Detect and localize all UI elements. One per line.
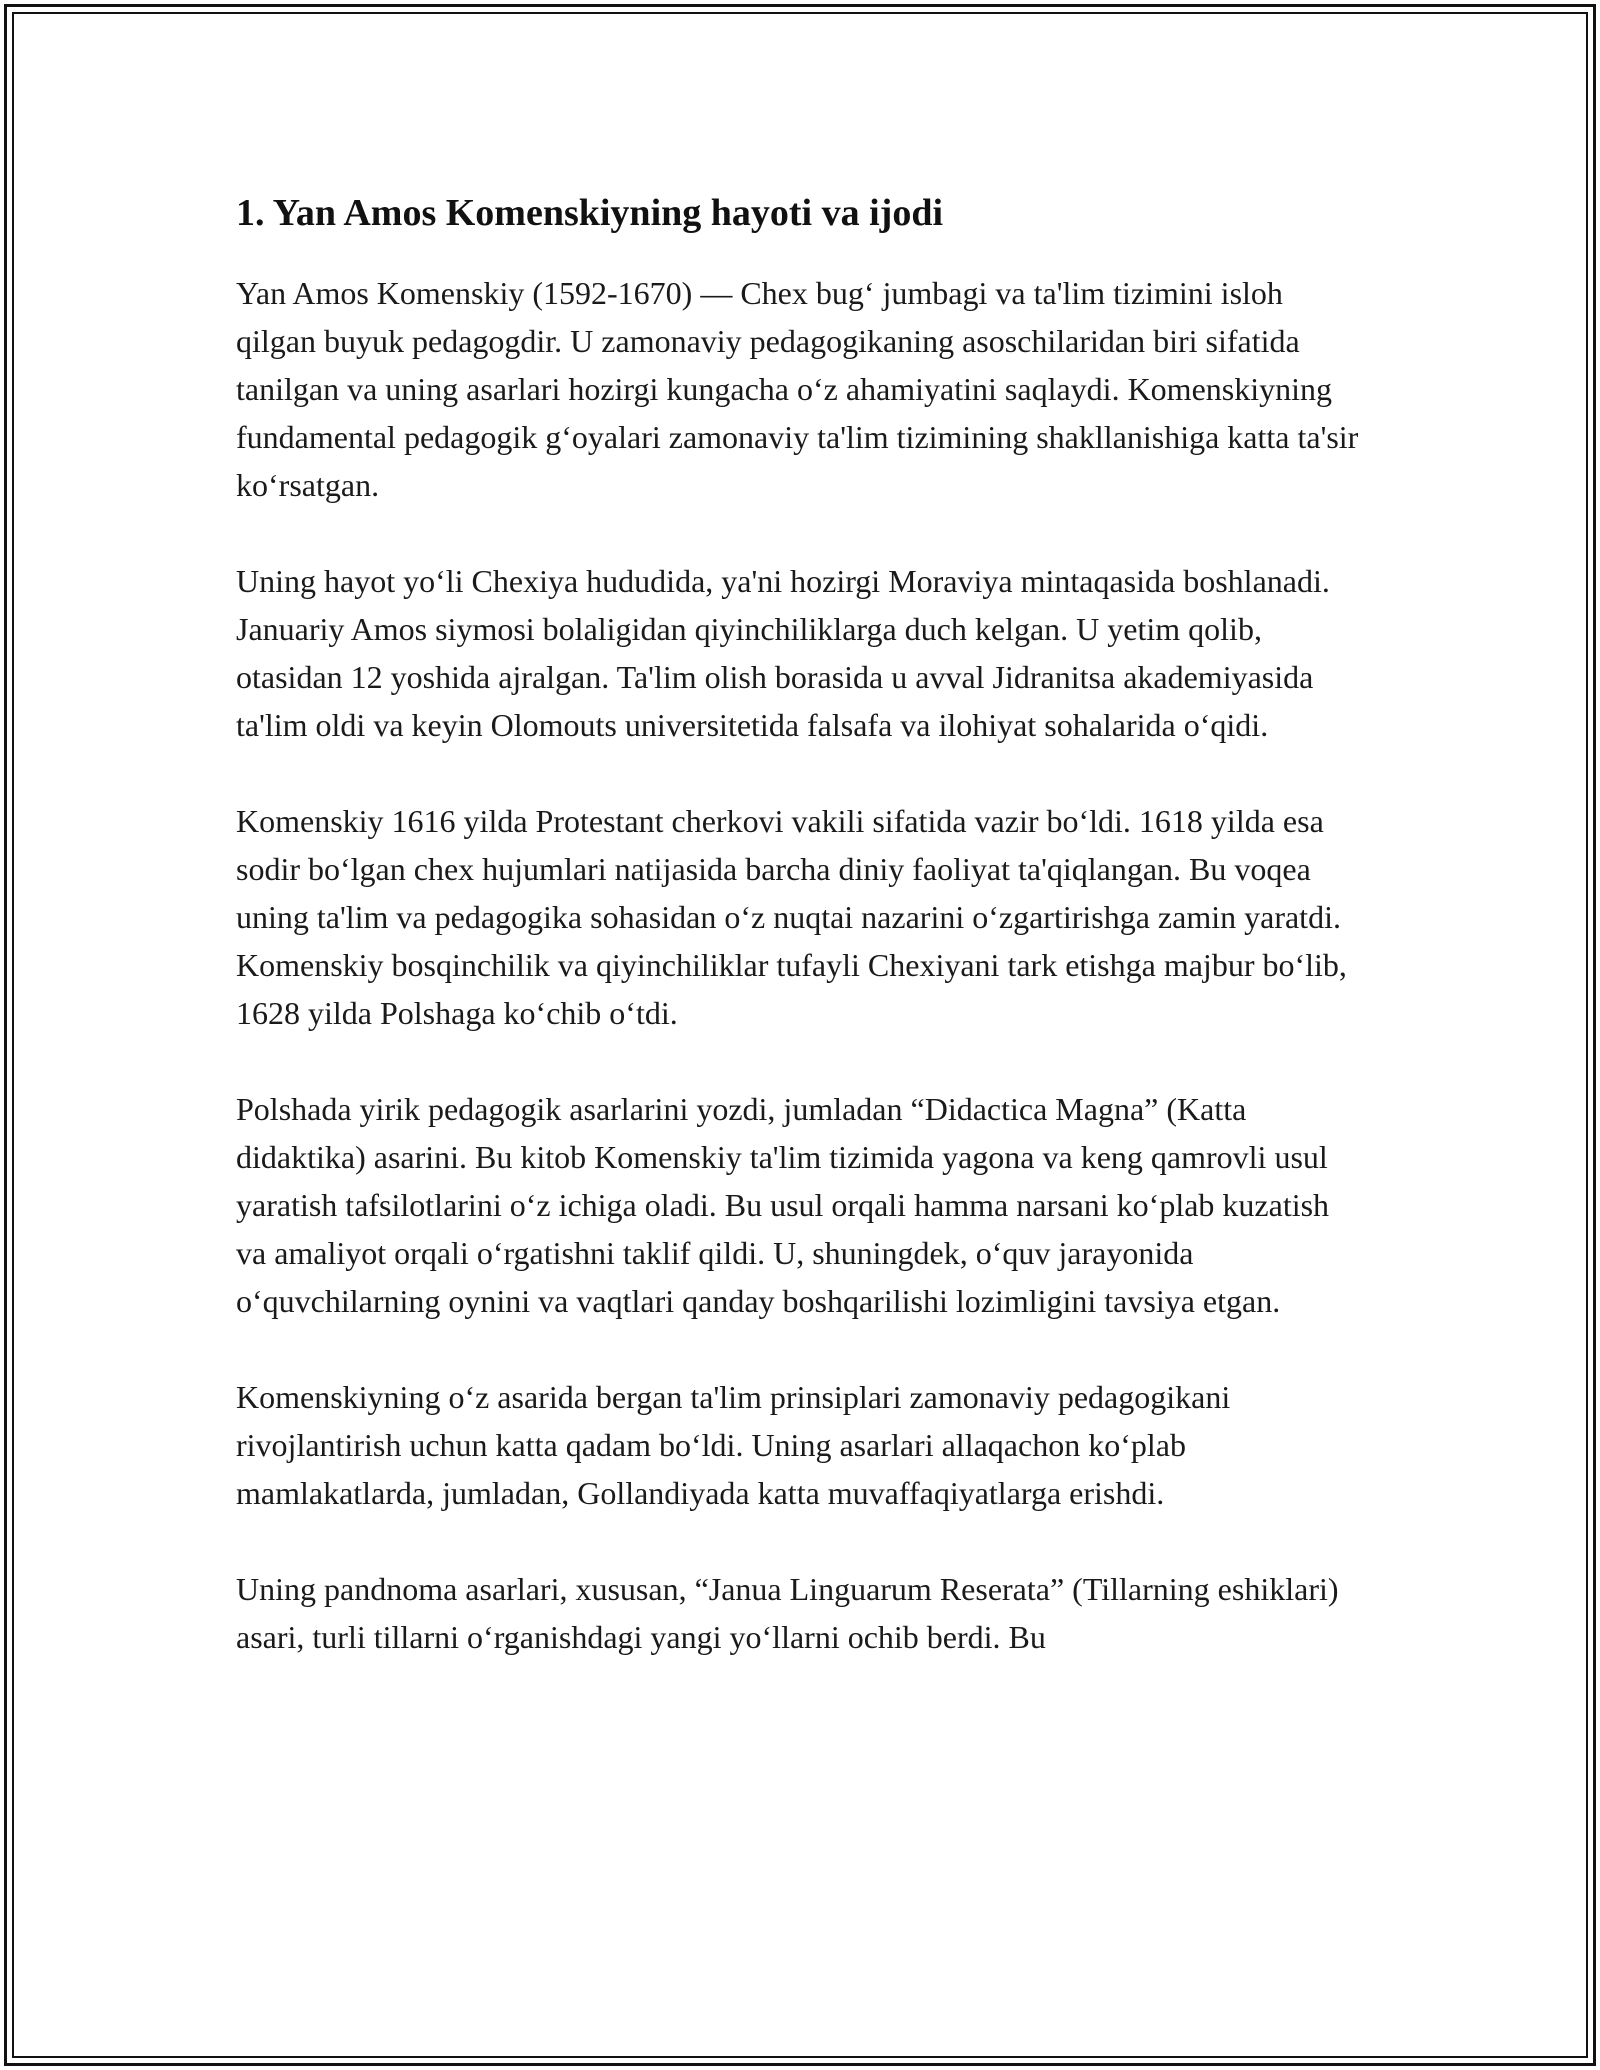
document-body <box>236 185 1366 1709</box>
paragraph-1: Yan Amos Komenskiy (1592-1670) — Chex bug‘ jumbagi va ta'lim tizimini isloh qilgan buyuk pedagogdir. U zamonaviy pedagogikaning asoschilaridan biri sifatida tanilgan va uning asarlari hozirgi kungacha o‘z ahamiyatini saqlaydi. Komenskiyning fundamental pedagogik g‘oyalari zamonaviy ta'lim tizimining shakllanishiga katta ta'sir ko‘rsatgan. <box>236 275 1359 503</box>
section-heading: 1. Yan Amos Komenskiyning hayoti va ijodi <box>236 192 944 234</box>
paragraph-2: Uning hayot yo‘li Chexiya hududida, ya'ni hozirgi Moraviya mintaqasida boshlanadi. Januariy Amos siymosi bolaligidan qiyinchiliklarga duch kelgan. U yetim qolib, otasidan 12 yoshida ajralgan. Ta'lim olish borasida u avval Jidranitsa akademiyasida ta'lim oldi va keyin Olomouts universitetida falsafa va ilohiyat sohalarida o‘qidi. <box>236 563 1330 743</box>
paragraph-4: Polshada yirik pedagogik asarlarini yozdi, jumladan “Didactica Magna” (Katta didaktika) asarini. Bu kitob Komenskiy ta'lim tizimida yagona va keng qamrovli usul yaratish tafsilotlarini o‘z ichiga oladi. Bu usul orqali hamma narsani ko‘plab kuzatish va amaliyot orqali o‘rgatishni taklif qildi. U, shuningdek, o‘quv jarayonida o‘quvchilarning oynini va vaqtlari qanday boshqarilishi lozimligini tavsiya etgan. <box>236 1091 1330 1319</box>
paragraph-6: Uning pandnoma asarlari, xususan, “Janua Linguarum Reserata” (Tillarning eshiklari) asari, turli tillarni o‘rganishdagi yangi yo‘llarni ochib berdi. Bu <box>236 1571 1339 1655</box>
paragraph-5: Komenskiyning o‘z asarida bergan ta'lim prinsiplari zamonaviy pedagogikani rivojlantirish uchun katta qadam bo‘ldi. Uning asarlari allaqachon ko‘plab mamlakatlarda, jumladan, Gollandiyada katta muvaffaqiyatlarga erishdi. <box>236 1379 1231 1511</box>
paragraph-3: Komenskiy 1616 yilda Protestant cherkovi vakili sifatida vazir bo‘ldi. 1618 yilda esa sodir bo‘lgan chex hujumlari natijasida barcha diniy faoliyat ta'qiqlangan. Bu voqea uning ta'lim va pedagogika sohasidan o‘z nuqtai nazarini o‘zgartirishga zamin yaratdi. Komenskiy bosqinchilik va qiyinchiliklar tufayli Chexiyani tark etishga majbur bo‘lib, 1628 yilda Polshaga ko‘chib o‘tdi. <box>236 803 1347 1031</box>
